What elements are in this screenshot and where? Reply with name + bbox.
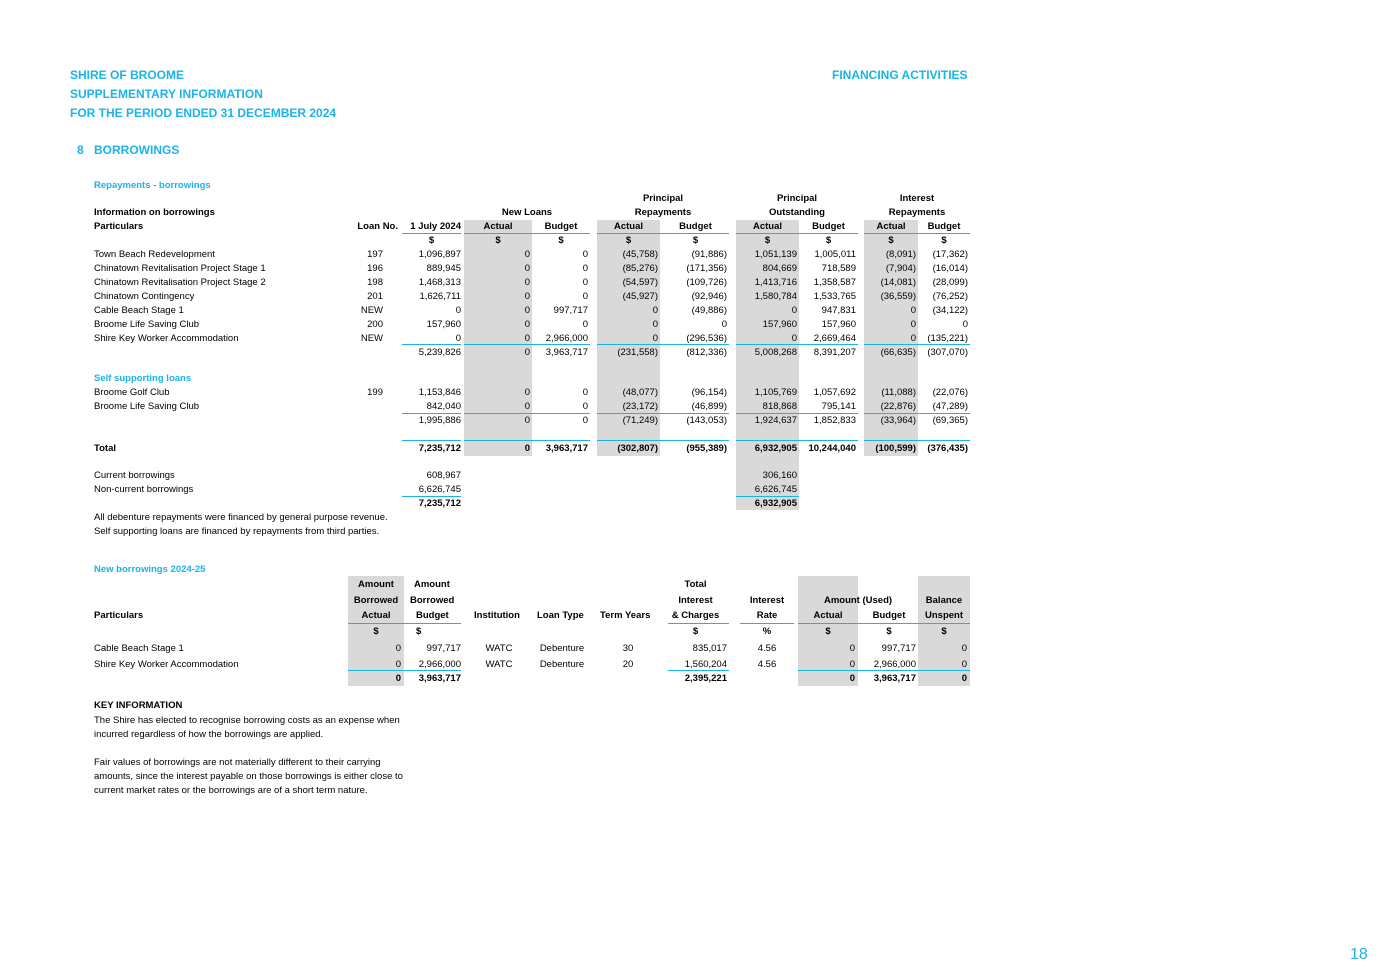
new-borrowings-table <box>0 641 1387 673</box>
cell-particulars: Town Beach Redevelopment <box>94 249 215 260</box>
rule <box>597 440 729 441</box>
cell-principal-out-actual: 1,413,716 <box>754 277 797 288</box>
cell-new-loans-budget: 2,966,000 <box>545 333 588 344</box>
rule <box>402 413 461 414</box>
col-principal-out-actual: Actual <box>752 221 783 232</box>
table-row <box>0 641 1387 657</box>
cell-principal-repay-actual: (23,172) <box>622 401 658 412</box>
nb-unit-rate: % <box>762 626 772 637</box>
key-info-line: current market rates or the borrowings are of a short term nature. <box>94 785 368 796</box>
cn-total-outstanding: 6,932,905 <box>754 498 797 509</box>
cell-interest-budget: (16,014) <box>932 263 968 274</box>
cell-new-loans-actual: 0 <box>524 443 530 454</box>
cell-principal-repay-budget: (46,899) <box>691 401 727 412</box>
key-info-line: incurred regardless of how the borrowings are applied. <box>94 729 324 740</box>
cell-new-loans-actual: 0 <box>524 249 530 260</box>
currency-symbol: $ <box>825 235 832 246</box>
nb-h-particulars: Particulars <box>94 610 144 621</box>
cell-new-loans-budget: 0 <box>582 291 588 302</box>
table-row <box>0 346 1387 360</box>
noncurrent-outstanding: 6,626,745 <box>754 484 797 495</box>
group-interest-2: Repayments <box>888 207 946 218</box>
cell-borrowed-budget: 2,966,000 <box>418 659 461 670</box>
key-info-line: The Shire has elected to recognise borrowing costs as an expense when <box>94 715 400 726</box>
cell-principal-out-budget: 1,358,587 <box>813 277 856 288</box>
nb-h-total: Total <box>684 579 707 590</box>
cell-principal-out-actual: 1,580,784 <box>754 291 797 302</box>
cell-principal-repay-actual: (71,249) <box>622 415 658 426</box>
cell-interest-actual: (11,088) <box>881 387 916 398</box>
currency-symbol: $ <box>428 235 435 246</box>
nb-h-amount2: Amount <box>414 579 450 590</box>
rule <box>668 670 729 671</box>
cell-principal-repay-budget: (91,886) <box>691 249 727 260</box>
cell-principal-out-actual: 0 <box>791 333 797 344</box>
cell-interest-actual: (33,964) <box>880 415 916 426</box>
cell-principal-repay-budget: (92,946) <box>691 291 727 302</box>
cell-principal-repay-budget: (955,389) <box>686 443 727 454</box>
cell-principal-out-actual: 818,868 <box>762 401 797 412</box>
cell-particulars: Cable Beach Stage 1 <box>94 643 184 654</box>
cell-principal-out-budget: 947,831 <box>821 305 856 316</box>
cell-principal-repay-budget: (171,356) <box>686 263 727 274</box>
org-name: SHIRE OF BROOME <box>70 68 185 82</box>
cell-loan-no: 198 <box>367 277 383 288</box>
repayments-title: Repayments - borrowings <box>94 180 211 191</box>
cell-1-july: 842,040 <box>426 401 461 412</box>
nb-h-institution: Institution <box>474 610 520 621</box>
cell-interest-actual: (100,599) <box>875 443 916 454</box>
nb-h-term-years: Term Years <box>600 610 651 621</box>
cell-principal-out-budget: 1,057,692 <box>813 387 856 398</box>
cell-interest-actual: 0 <box>910 333 916 344</box>
rule <box>597 344 729 345</box>
col-1-july: 1 July 2024 <box>410 221 461 232</box>
col-principal-out-budget: Budget <box>812 221 845 232</box>
cell-interest-actual: (36,559) <box>880 291 916 302</box>
cell-principal-repay-budget: (109,726) <box>686 277 727 288</box>
cell-institution: WATC <box>485 659 513 670</box>
cell-principal-repay-actual: (45,927) <box>622 291 658 302</box>
cell-principal-repay-actual: (85,276) <box>622 263 658 274</box>
rule <box>402 440 461 441</box>
note-self-supporting: Self supporting loans are financed by repayments from third parties. <box>94 526 380 537</box>
col-principal-repay-budget: Budget <box>679 221 712 232</box>
cell-principal-out-actual: 6,932,905 <box>754 443 797 454</box>
cell-interest-budget: (76,252) <box>932 291 968 302</box>
nb-h-budget: Budget <box>416 610 449 621</box>
col-principal-repay-actual: Actual <box>613 221 644 232</box>
cell-new-loans-actual: 0 <box>524 333 530 344</box>
group-principal-out-2: Outstanding <box>769 207 825 218</box>
currency-symbol: $ <box>764 235 771 246</box>
cell-1-july: 5,239,826 <box>418 347 461 358</box>
cell-particulars: Chinatown Revitalisation Project Stage 2 <box>94 277 266 288</box>
nb-h-interest-rate-2: Rate <box>756 610 778 621</box>
rule <box>736 344 858 345</box>
cell-1-july: 1,626,711 <box>419 291 461 302</box>
cell-interest-budget: (22,076) <box>932 387 968 398</box>
rule <box>348 670 461 671</box>
cell-principal-out-actual: 804,669 <box>762 263 797 274</box>
cell-new-loans-budget: 0 <box>582 263 588 274</box>
cell-new-loans-actual: 0 <box>524 263 530 274</box>
self-supporting-title: Self supporting loans <box>94 373 192 384</box>
table-row <box>0 414 1387 428</box>
rule <box>464 440 590 441</box>
cell-total-interest: 1,560,204 <box>684 659 727 670</box>
cell-used-budget: 3,963,717 <box>873 673 916 684</box>
report-subtitle: SUPPLEMENTARY INFORMATION <box>70 87 263 101</box>
table-row <box>0 386 1387 400</box>
cell-used-actual: 0 <box>849 673 855 684</box>
cell-interest-actual: (14,081) <box>880 277 916 288</box>
cell-new-loans-budget: 0 <box>582 249 588 260</box>
cell-loan-no: 201 <box>367 291 383 302</box>
nb-h-amount-used: Amount (Used) <box>823 595 893 606</box>
cell-loan-no: NEW <box>360 305 383 316</box>
cell-principal-repay-actual: 0 <box>652 333 658 344</box>
cell-1-july: 889,945 <box>426 263 461 274</box>
cell-new-loans-budget: 3,963,717 <box>545 443 588 454</box>
section-title: BORROWINGS <box>94 143 180 157</box>
table-row <box>0 276 1387 290</box>
cell-new-loans-actual: 0 <box>524 305 530 316</box>
cell-term-years: 20 <box>622 659 634 670</box>
cn-total-july: 7,235,712 <box>418 498 461 509</box>
cell-borrowed-budget: 3,963,717 <box>418 673 461 684</box>
cell-1-july: 0 <box>455 333 461 344</box>
cell-interest-actual: (22,876) <box>880 401 916 412</box>
cell-principal-out-budget: 1,005,011 <box>814 249 856 260</box>
cell-interest-budget: (34,122) <box>932 305 968 316</box>
cell-principal-out-budget: 718,589 <box>821 263 856 274</box>
page-number: 18 <box>1350 946 1368 963</box>
note-debenture: All debenture repayments were financed by general purpose revenue. <box>94 512 388 523</box>
rule <box>798 623 970 624</box>
cell-principal-out-budget: 795,141 <box>821 401 856 412</box>
cell-particulars: Shire Key Worker Accommodation <box>94 333 239 344</box>
cell-principal-repay-budget: (812,336) <box>686 347 727 358</box>
cell-interest-budget: 0 <box>962 319 968 330</box>
rule <box>864 233 970 234</box>
cell-principal-repay-budget: (296,536) <box>686 333 727 344</box>
cell-new-loans-budget: 0 <box>582 277 588 288</box>
cell-particulars: Shire Key Worker Accommodation <box>94 659 239 670</box>
cell-principal-out-actual: 0 <box>791 305 797 316</box>
cell-principal-out-actual: 1,051,139 <box>754 249 797 260</box>
cell-principal-repay-budget: (143,053) <box>686 415 727 426</box>
group-interest-1: Interest <box>899 193 935 204</box>
currency-symbol: $ <box>941 235 947 246</box>
rule <box>402 496 461 497</box>
cell-principal-out-budget: 8,391,207 <box>813 347 856 358</box>
cell-principal-out-actual: 1,105,769 <box>754 387 797 398</box>
cell-1-july: 1,096,897 <box>418 249 461 260</box>
cell-borrowed-actual: 0 <box>395 643 401 654</box>
cell-particulars: Broome Golf Club <box>94 387 170 398</box>
cell-loan-type: Debenture <box>539 659 585 670</box>
table-row <box>0 442 1387 456</box>
table-row <box>0 248 1387 262</box>
cell-new-loans-actual: 0 <box>524 319 530 330</box>
group-principal-out-1: Principal <box>776 193 818 204</box>
cell-principal-repay-actual: (54,597) <box>622 277 658 288</box>
currency-symbol: $ <box>495 235 501 246</box>
nb-h-used-budget: Budget <box>872 610 906 621</box>
cell-principal-out-budget: 1,852,833 <box>813 415 856 426</box>
cell-principal-out-actual: 1,924,637 <box>754 415 797 426</box>
cell-principal-repay-actual: (302,807) <box>617 443 658 454</box>
rule <box>736 440 858 441</box>
cell-principal-repay-actual: (231,558) <box>617 347 658 358</box>
rule <box>740 623 794 624</box>
currency-symbol: $ <box>625 235 632 246</box>
current-label: Current borrowings <box>94 470 175 481</box>
cell-interest-budget: (47,289) <box>932 401 968 412</box>
cell-loan-no: 197 <box>367 249 383 260</box>
new-borrowings-title: New borrowings 2024-25 <box>94 564 206 575</box>
current-outstanding: 306,160 <box>762 470 797 481</box>
cell-new-loans-budget: 3,963,717 <box>545 347 588 358</box>
cell-new-loans-actual: 0 <box>524 387 530 398</box>
cell-interest-actual: (7,904) <box>885 263 916 274</box>
nb-h-interest: Interest <box>678 595 713 606</box>
cell-interest-budget: (376,435) <box>927 443 968 454</box>
rule <box>864 344 970 345</box>
nb-unit-budget: $ <box>416 626 422 637</box>
nb-unit-used-budget: $ <box>886 626 892 637</box>
section-number: 8 <box>77 143 84 157</box>
table-row <box>0 400 1387 414</box>
self-supporting-table <box>0 386 1387 428</box>
report-period: FOR THE PERIOD ENDED 31 DECEMBER 2024 <box>70 106 337 120</box>
cell-loan-no: 196 <box>367 263 383 274</box>
key-info-title: KEY INFORMATION <box>94 700 183 711</box>
cell-interest-budget: (135,221) <box>927 333 968 344</box>
currency-symbol: $ <box>888 235 894 246</box>
nb-h-charges: & Charges <box>671 610 720 621</box>
cell-interest-actual: 0 <box>910 305 916 316</box>
rule <box>668 623 729 624</box>
rule <box>736 496 799 497</box>
cell-borrowed-actual: 0 <box>395 673 401 684</box>
cell-loan-no: NEW <box>360 333 383 344</box>
table-row <box>0 304 1387 318</box>
cell-1-july: 1,153,846 <box>418 387 461 398</box>
cell-principal-repay-actual: (48,077) <box>622 387 658 398</box>
cell-principal-repay-actual: 0 <box>652 305 658 316</box>
cell-loan-type: Debenture <box>539 643 585 654</box>
rule <box>736 233 858 234</box>
nb-h-loan-type: Loan Type <box>537 610 584 621</box>
cell-principal-repay-budget: (96,154) <box>691 387 727 398</box>
cell-new-loans-budget: 0 <box>582 415 588 426</box>
noncurrent-label: Non-current borrowings <box>94 484 194 495</box>
nb-unit-actual: $ <box>373 626 379 637</box>
cell-balance-unspent: 0 <box>961 673 967 684</box>
rule <box>864 413 970 414</box>
rule <box>864 440 970 441</box>
currency-symbol: $ <box>558 235 564 246</box>
rule <box>348 623 461 624</box>
cell-interest-rate: 4.56 <box>757 659 777 670</box>
group-new-loans: New Loans <box>501 207 553 218</box>
nb-h-unspent: Unspent <box>925 610 963 621</box>
cell-principal-out-budget: 1,533,765 <box>813 291 856 302</box>
cell-interest-actual: (66,635) <box>880 347 916 358</box>
nb-h-balance: Balance <box>925 595 963 606</box>
cell-principal-repay-actual: (45,758) <box>622 249 658 260</box>
cell-new-loans-budget: 0 <box>582 401 588 412</box>
rule <box>464 233 590 234</box>
rule <box>464 413 590 414</box>
cell-total-interest: 835,017 <box>692 643 727 654</box>
cell-total-interest: 2,395,221 <box>684 673 727 684</box>
cell-institution: WATC <box>485 643 513 654</box>
nb-h-borrowed2: Borrowed <box>410 595 455 606</box>
cell-principal-out-actual: 157,960 <box>762 319 797 330</box>
cell-principal-out-budget: 157,960 <box>821 319 856 330</box>
cell-principal-out-budget: 2,669,464 <box>813 333 856 344</box>
table-row <box>0 318 1387 332</box>
nb-h-actual: Actual <box>361 610 391 621</box>
cell-1-july: 1,468,313 <box>418 277 461 288</box>
rule <box>597 233 729 234</box>
cell-interest-rate: 4.56 <box>757 643 777 654</box>
cell-new-loans-budget: 997,717 <box>553 305 588 316</box>
cell-used-budget: 2,966,000 <box>873 659 916 670</box>
cell-principal-repay-budget: 0 <box>721 319 727 330</box>
table-row <box>0 262 1387 276</box>
nb-h-interest-rate-1: Interest <box>749 595 785 606</box>
rule <box>597 413 729 414</box>
cell-term-years: 30 <box>622 643 634 654</box>
col-new-loans-actual: Actual <box>483 221 513 232</box>
cell-new-loans-actual: 0 <box>524 291 530 302</box>
nb-h-borrowed1: Borrowed <box>353 595 399 606</box>
cell-new-loans-actual: 0 <box>524 415 530 426</box>
cell-used-actual: 0 <box>849 643 855 654</box>
table-row <box>0 672 1387 686</box>
cell-new-loans-actual: 0 <box>524 401 530 412</box>
nb-h-amount1: Amount <box>358 579 394 590</box>
rule <box>402 233 461 234</box>
section-category: FINANCING ACTIVITIES <box>832 68 968 82</box>
group-principal-repay-2: Repayments <box>634 207 692 218</box>
cell-used-budget: 997,717 <box>881 643 916 654</box>
new-borrowings-total <box>0 672 1387 686</box>
nb-unit-unspent: $ <box>941 626 947 637</box>
cell-balance-unspent: 0 <box>961 659 967 670</box>
cell-new-loans-actual: 0 <box>524 347 530 358</box>
cell-particulars: Chinatown Revitalisation Project Stage 1 <box>94 263 266 274</box>
cell-1-july: 0 <box>455 305 461 316</box>
cell-balance-unspent: 0 <box>961 643 967 654</box>
col-new-loans-budget: Budget <box>544 221 578 232</box>
cell-interest-actual: 0 <box>910 319 916 330</box>
cell-used-actual: 0 <box>849 659 855 670</box>
key-info-line: Fair values of borrowings are not materially different to their carrying <box>94 757 381 768</box>
cell-loan-no: 200 <box>367 319 383 330</box>
key-info-line: amounts, since the interest payable on those borrowings is either close to <box>94 771 403 782</box>
table-row <box>0 290 1387 304</box>
rule <box>402 344 461 345</box>
cell-new-loans-budget: 0 <box>582 387 588 398</box>
group-principal-repay-1: Principal <box>642 193 684 204</box>
col-particulars: Particulars <box>94 221 144 232</box>
cell-interest-budget: (17,362) <box>932 249 968 260</box>
col-interest-actual: Actual <box>876 221 906 232</box>
cell-particulars: Chinatown Contingency <box>94 291 195 302</box>
noncurrent-july: 6,626,745 <box>418 484 461 495</box>
cell-new-loans-budget: 0 <box>582 319 588 330</box>
cell-1-july: 7,235,712 <box>418 443 461 454</box>
info-label: Information on borrowings <box>94 207 215 218</box>
cell-particulars: Total <box>94 443 116 454</box>
cell-particulars: Cable Beach Stage 1 <box>94 305 184 316</box>
col-interest-budget: Budget <box>927 221 961 232</box>
nb-unit-used-actual: $ <box>825 626 831 637</box>
current-july: 608,967 <box>426 470 461 481</box>
rule <box>798 670 970 671</box>
cell-interest-budget: (28,099) <box>932 277 968 288</box>
rule <box>464 344 590 345</box>
nb-unit-total: $ <box>692 626 699 637</box>
cell-interest-actual: (8,091) <box>885 249 916 260</box>
cell-principal-out-actual: 5,008,268 <box>754 347 797 358</box>
currency-symbol: $ <box>692 235 699 246</box>
rule <box>736 413 858 414</box>
cell-particulars: Broome Life Saving Club <box>94 319 200 330</box>
cell-1-july: 1,995,886 <box>418 415 461 426</box>
total-row <box>0 442 1387 456</box>
cell-new-loans-actual: 0 <box>524 277 530 288</box>
cell-principal-repay-budget: (49,886) <box>691 305 727 316</box>
cell-borrowed-actual: 0 <box>395 659 401 670</box>
nb-h-used-actual: Actual <box>813 610 843 621</box>
cell-principal-out-budget: 10,244,040 <box>808 443 856 454</box>
cell-interest-budget: (69,365) <box>932 415 968 426</box>
cell-principal-repay-actual: 0 <box>652 319 658 330</box>
cell-interest-budget: (307,070) <box>927 347 968 358</box>
cell-1-july: 157,960 <box>426 319 461 330</box>
col-loan-no: Loan No. <box>357 221 398 232</box>
cell-borrowed-budget: 997,717 <box>426 643 461 654</box>
cell-loan-no: 199 <box>367 387 383 398</box>
cell-particulars: Broome Life Saving Club <box>94 401 200 412</box>
